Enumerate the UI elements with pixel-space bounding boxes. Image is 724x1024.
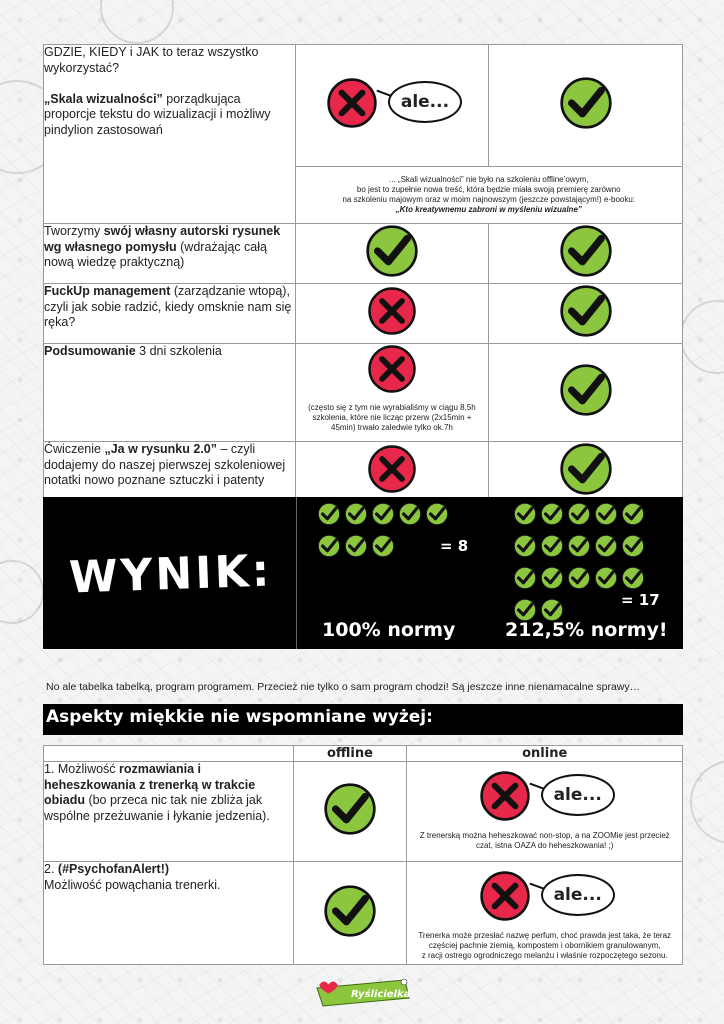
row-description: Tworzymy swój własny autorski rysunek wg własnego pomysłu (wdrażając całą nową wiedzę praktyczną) [44,224,296,284]
background-doodle [100,0,174,44]
background-doodle [690,760,724,844]
online-note: Z trenerską można heheszkować non-stop, a na ZOOMie jest przecież czat, istna OAZA do heheszkowania! ;) [419,831,670,850]
check-icon [323,884,377,938]
cross-with-ale-bubble [475,868,615,924]
check-icon [621,502,645,526]
result-check-icon [317,502,341,531]
online-cell [489,442,683,502]
background-doodle [680,300,724,374]
offline-cell [295,442,489,502]
table-row [44,762,683,862]
result-check-icon [567,534,591,563]
result-check-icon [513,534,537,563]
check-icon [559,76,613,130]
check-icon [513,502,537,526]
online-cell [489,344,683,442]
online-norm: 212,5% normy! [505,619,668,641]
check-icon [344,534,368,558]
result-check-icon [621,502,645,531]
check-icon [621,534,645,558]
result-check-icon [513,566,537,595]
column-header-offline: offline [293,746,407,762]
column-header-online: online [407,746,683,762]
check-icon [594,566,618,590]
check-icon [371,502,395,526]
offline-count: = 8 [440,537,469,555]
cross-icon [367,444,417,494]
cross-icon [367,344,417,394]
soft-aspects-table [43,745,683,965]
offline-cell [295,45,489,167]
logo-text: Ryślicielka [351,989,411,1000]
check-icon [540,534,564,558]
result-check-icon [540,534,564,563]
check-icon [559,284,613,338]
check-icon [540,566,564,590]
check-icon [317,534,341,558]
cross-icon [367,286,417,336]
check-icon [317,502,341,526]
check-icon [567,566,591,590]
online-cell [489,224,683,284]
section-title: Aspekty miękkie nie wspomniane wyżej: [46,707,433,727]
result-check-icon [425,502,449,531]
brand-logo [313,976,413,1010]
table-row [44,45,683,167]
cross-icon [479,870,531,922]
cross-with-ale-bubble [475,768,615,824]
table-row [44,442,683,502]
cross-icon [479,770,531,822]
check-icon [559,442,613,496]
result-check-icon [567,502,591,531]
result-panel [43,497,683,649]
online-cell [407,762,683,862]
online-cell [407,862,683,965]
check-icon [559,224,613,278]
result-check-icon [317,534,341,563]
offline-cell [295,224,489,284]
online-cell [489,284,683,344]
check-icon [567,534,591,558]
result-check-icon [513,502,537,531]
check-icon [398,502,422,526]
background-doodle [0,560,44,624]
check-icon [621,566,645,590]
online-count: = 17 [621,591,660,609]
result-check-icon [344,534,368,563]
result-check-icon [621,534,645,563]
check-icon [567,502,591,526]
check-icon [425,502,449,526]
check-icon [365,224,419,278]
result-check-icon [594,534,618,563]
row-description: 1. Możliwość rozmawiania i heheszkowania z trenerką w trakcie obiadu (bo przeca nic tak nie zbliża jak wspólne przeżuwanie i łykanie jedzenia). [44,762,294,862]
offline-cell [293,762,407,862]
table-row [44,224,683,284]
offline-norm: 100% normy [322,619,456,641]
cross-icon [326,77,378,129]
table-row [44,862,683,965]
offline-cell [295,344,489,442]
result-check-icon [540,502,564,531]
online-cell [489,45,683,167]
result-check-icon [371,534,395,563]
offline-cell [293,862,407,965]
check-icon [594,534,618,558]
offline-checks-grid [317,502,449,563]
section-header [43,704,683,735]
row-description: Podsumowanie 3 dni szkolenia [44,344,296,442]
check-icon [540,502,564,526]
result-check-icon [567,566,591,595]
table-row [44,284,683,344]
ale-bubble: ale... [541,874,615,916]
row-description: GDZIE, KIEDY i JAK to teraz wszystko wykorzystać? „Skala wizualności” porządkująca proporcje tekstu do wizualizacji i możliwy pindylion zastosowań [44,45,296,224]
result-divider [296,497,297,649]
row-note: ... „Skali wizualności” nie było na szkoleniu offline’owym, bo jest to zupełnie nowa treść, która będzie miała swoją premierę zarówno na szkoleniu majowym oraz w moim najnowszym (jeszcze powstającym!) e-booku: „Kto kreatywnemu zabroni w myśleniu wizualne” [295,167,682,224]
check-icon [513,534,537,558]
program-comparison-table [43,44,683,562]
check-icon [559,363,613,417]
result-check-icon [344,502,368,531]
row-description: Ćwiczenie „Ja w rysunku 2.0” – czyli dodajemy do naszej pierwszej szkoleniowej notatki nowo poznane sztuczki i patenty [44,442,296,502]
row-description: FuckUp management (zarządzanie wtopą), czyli jak sobie radzić, kiedy omsknie nam się ręka? [44,284,296,344]
result-check-icon [540,566,564,595]
offline-note: (często się z tym nie wyrabialiśmy w ciągu 8,5h szkolenia, które nie licząc przerw (2x15min + 45min) trwało zaledwie tylko ok.7h [308,403,476,432]
intro-text: No ale tabelka tabelką, program programem. Przecież nie tylko o sam program chodzi! Są jeszcze inne nienamacalne sprawy… [46,681,641,693]
offline-cell [295,284,489,344]
result-label: WYNIK: [68,545,274,604]
row-description: 2. (#PsychofanAlert!) Możliwość powąchania trenerki. [44,862,294,965]
cross-with-ale-bubble [322,75,462,131]
check-icon [513,566,537,590]
result-check-icon [371,502,395,531]
check-icon [371,534,395,558]
online-note: Trenerka może przesłać nazwę perfum, choć prawda jest taka, że teraz częściej pachnie ziemią, kompostem i obornikiem granulowanym, z racji ostrego ogrodniczego melanżu i właśnie rozpoczętego sezonu. [418,931,672,960]
soft-header-empty [44,746,294,762]
result-check-icon [594,566,618,595]
check-icon [323,782,377,836]
ale-bubble: ale... [388,81,462,123]
result-check-icon [594,502,618,531]
check-icon [594,502,618,526]
ale-bubble: ale... [541,774,615,816]
check-icon [344,502,368,526]
result-check-icon [398,502,422,531]
table-row [44,344,683,442]
